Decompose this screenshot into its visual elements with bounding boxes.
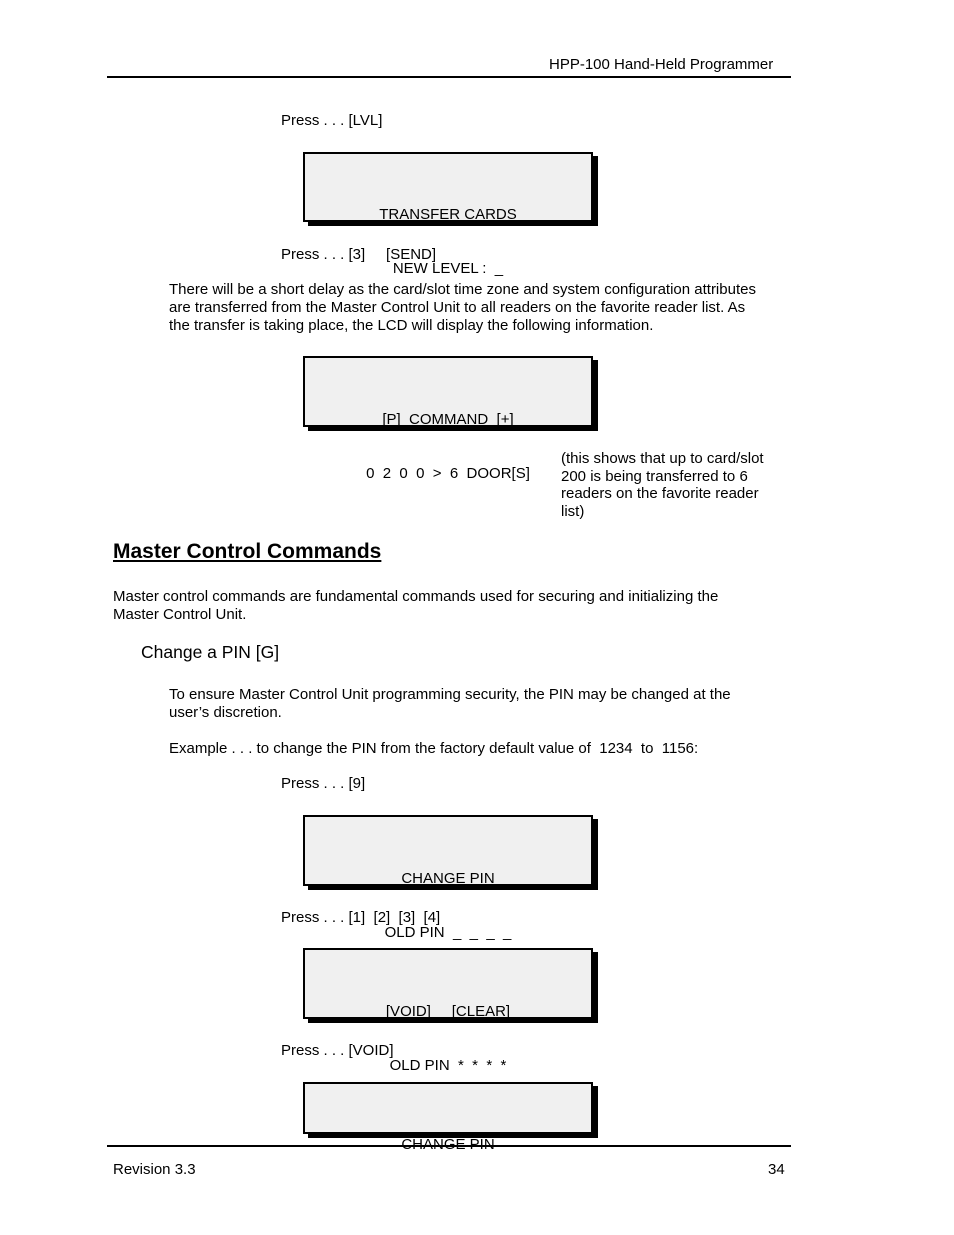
lcd-line: CHANGE PIN <box>401 870 495 887</box>
note-line: (this shows that up to card/slot <box>561 450 764 467</box>
press-lvl-instruction: Press . . . [LVL] <box>281 112 383 129</box>
footer-rule <box>107 1145 791 1147</box>
press-1234-instruction: Press . . . [1] [2] [3] [4] <box>281 909 441 926</box>
lcd-line: TRANSFER CARDS <box>379 206 517 223</box>
lcd-command-transfer <box>303 356 593 482</box>
lcd-line: [P] COMMAND [+] <box>382 411 514 428</box>
page-number: 34 <box>768 1161 785 1178</box>
lcd-change-pin <box>303 1082 593 1153</box>
paragraph-line: the transfer is taking place, the LCD will display the following information. <box>169 317 654 334</box>
press-void-instruction: Press . . . [VOID] <box>281 1042 394 1059</box>
lcd-line: CHANGE PIN <box>401 1136 495 1153</box>
delay-paragraph <box>169 281 756 335</box>
intro-paragraph <box>113 588 718 624</box>
paragraph-line: Master Control Unit. <box>113 606 247 623</box>
note-line: list) <box>561 503 585 521</box>
subsection-heading: Change a PIN [G] <box>141 642 280 662</box>
press-3-send-instruction: Press . . . [3] [SEND] <box>281 246 437 263</box>
lcd-line: [VOID] [CLEAR] <box>385 1003 511 1020</box>
header-title: HPP-100 Hand-Held Programmer <box>549 56 774 73</box>
lcd-line: OLD PIN _ _ _ _ <box>384 924 512 941</box>
footer-revision: Revision 3.3 <box>113 1161 196 1178</box>
transfer-note <box>561 450 764 521</box>
press-9-instruction: Press . . . [9] <box>281 775 366 792</box>
security-paragraph <box>169 686 731 722</box>
header-rule <box>107 76 791 78</box>
paragraph-line: Master control commands are fundamental commands used for securing and initializing the <box>113 588 719 605</box>
example-text: Example . . . to change the PIN from the factory default value of 1234 to 1156: <box>169 740 699 757</box>
lcd-line: NEW LEVEL : _ <box>392 260 504 277</box>
lcd-line: 0 2 0 0 > 6 DOOR[S] <box>366 465 530 482</box>
section-heading: Master Control Commands <box>113 540 382 563</box>
lcd-line: OLD PIN * * * * <box>389 1057 507 1074</box>
paragraph-line: There will be a short delay as the card/slot time zone and system configuration attributes <box>169 281 756 298</box>
paragraph-line: To ensure Master Control Unit programming security, the PIN may be changed at the <box>169 686 731 703</box>
paragraph-line: user’s discretion. <box>169 704 282 721</box>
paragraph-line: are transferred from the Master Control Unit to all readers on the favorite reader list. As <box>169 299 746 316</box>
note-line: readers on the favorite reader <box>561 485 759 503</box>
note-line: 200 is being transferred to 6 <box>561 467 748 485</box>
